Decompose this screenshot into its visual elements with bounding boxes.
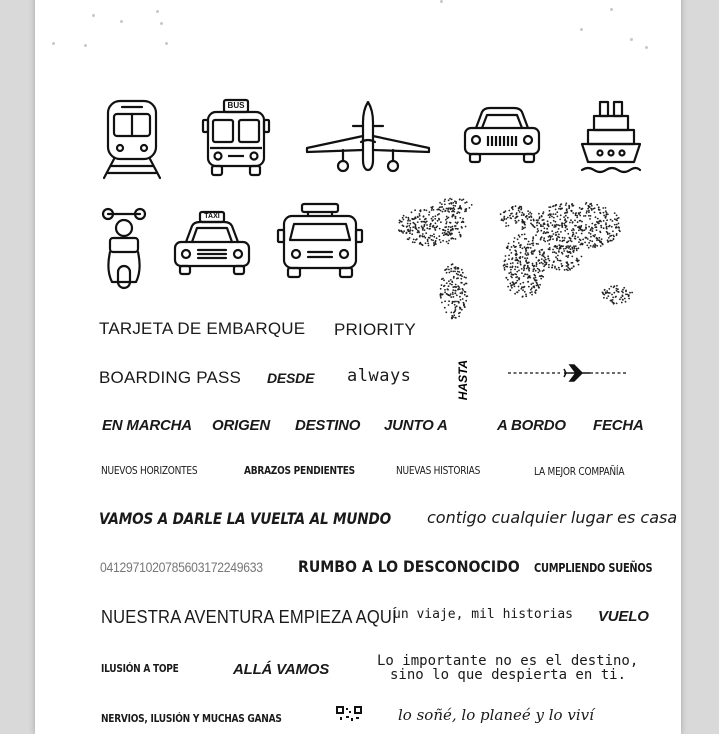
bus-icon bbox=[200, 98, 272, 178]
decor-dot bbox=[84, 44, 87, 47]
boarding-pass-text: BOARDING PASS bbox=[99, 368, 242, 387]
nuevas-historias-text: NUEVAS HISTORIAS bbox=[396, 464, 481, 477]
rumbo-desconocido-text: RUMBO A LO DESCONOCIDO bbox=[298, 557, 520, 576]
vuelo-text: VUELO bbox=[598, 608, 649, 625]
decor-dot bbox=[645, 46, 648, 49]
junto-a-text: JUNTO A bbox=[384, 417, 448, 434]
nuestra-aventura-text: NUESTRA AVENTURA EMPIEZA AQUÍ bbox=[101, 607, 397, 627]
hasta-rotated bbox=[448, 360, 478, 400]
taxi-icon bbox=[172, 210, 252, 278]
contigo-casa-text: contigo cualquier lugar es casa bbox=[427, 508, 678, 527]
ilusion-a-tope-text: ILUSIÓN A TOPE bbox=[101, 662, 179, 675]
fecha-text: FECHA bbox=[593, 417, 644, 434]
nuevos-horizontes-text: NUEVOS HORIZONTES bbox=[101, 464, 198, 477]
lo-importante-line2: sino lo que despierta en ti. bbox=[390, 667, 627, 683]
tarjeta-embarque-text: TARJETA DE EMBARQUE bbox=[99, 319, 306, 338]
decor-dot bbox=[630, 38, 633, 41]
destino-text: DESTINO bbox=[295, 417, 361, 434]
decor-dot bbox=[440, 0, 443, 3]
alla-vamos-text: ALLÁ VAMOS bbox=[233, 661, 330, 678]
barcode-number-text: 0412971020785603172249633 bbox=[100, 559, 263, 575]
nervios-ilusion-text: NERVIOS, ILUSIÓN Y MUCHAS GANAS bbox=[101, 712, 282, 725]
always-text: always bbox=[347, 366, 412, 386]
qr-code-icon bbox=[336, 706, 362, 722]
train-icon bbox=[100, 98, 164, 180]
vamos-vuelta-mundo-text: VAMOS A DARLE LA VUELTA AL MUNDO bbox=[99, 509, 391, 528]
decor-dot bbox=[92, 14, 95, 17]
hasta-text: HASTA bbox=[456, 359, 470, 401]
decor-dot bbox=[156, 10, 159, 13]
abrazos-pendientes-text: ABRAZOS PENDIENTES bbox=[244, 464, 355, 477]
decor-dot bbox=[120, 20, 123, 23]
lo-importante-line1: Lo importante no es el destino, bbox=[377, 653, 639, 669]
decor-dot bbox=[610, 8, 613, 11]
la-mejor-compania-text: LA MEJOR COMPAÑÍA bbox=[534, 465, 625, 478]
decor-dot bbox=[52, 42, 55, 45]
decor-dot bbox=[580, 28, 583, 31]
taxi-sign-text: TAXI bbox=[204, 213, 220, 220]
world-map-icon bbox=[392, 196, 642, 326]
desde-text: DESDE bbox=[267, 370, 315, 386]
flight-path-icon bbox=[506, 362, 630, 384]
priority-text: PRIORITY bbox=[334, 320, 416, 339]
decor-dot bbox=[160, 22, 163, 25]
en-marcha-text: EN MARCHA bbox=[102, 417, 192, 434]
airplane-icon bbox=[303, 100, 433, 174]
bottom-phrase-text: lo soñé, lo planeé y lo viví bbox=[398, 706, 594, 724]
decor-dot bbox=[165, 42, 168, 45]
un-viaje-text: un viaje, mil historias bbox=[393, 607, 574, 622]
scooter-icon bbox=[100, 206, 148, 290]
origen-text: ORIGEN bbox=[212, 417, 270, 434]
car-icon bbox=[462, 106, 542, 166]
van-icon bbox=[276, 202, 364, 280]
bus-sign-text: BUS bbox=[227, 101, 245, 110]
a-bordo-text: A BORDO bbox=[497, 417, 566, 434]
ship-icon bbox=[580, 98, 642, 178]
cumpliendo-suenos-text: CUMPLIENDO SUEÑOS bbox=[534, 561, 653, 575]
